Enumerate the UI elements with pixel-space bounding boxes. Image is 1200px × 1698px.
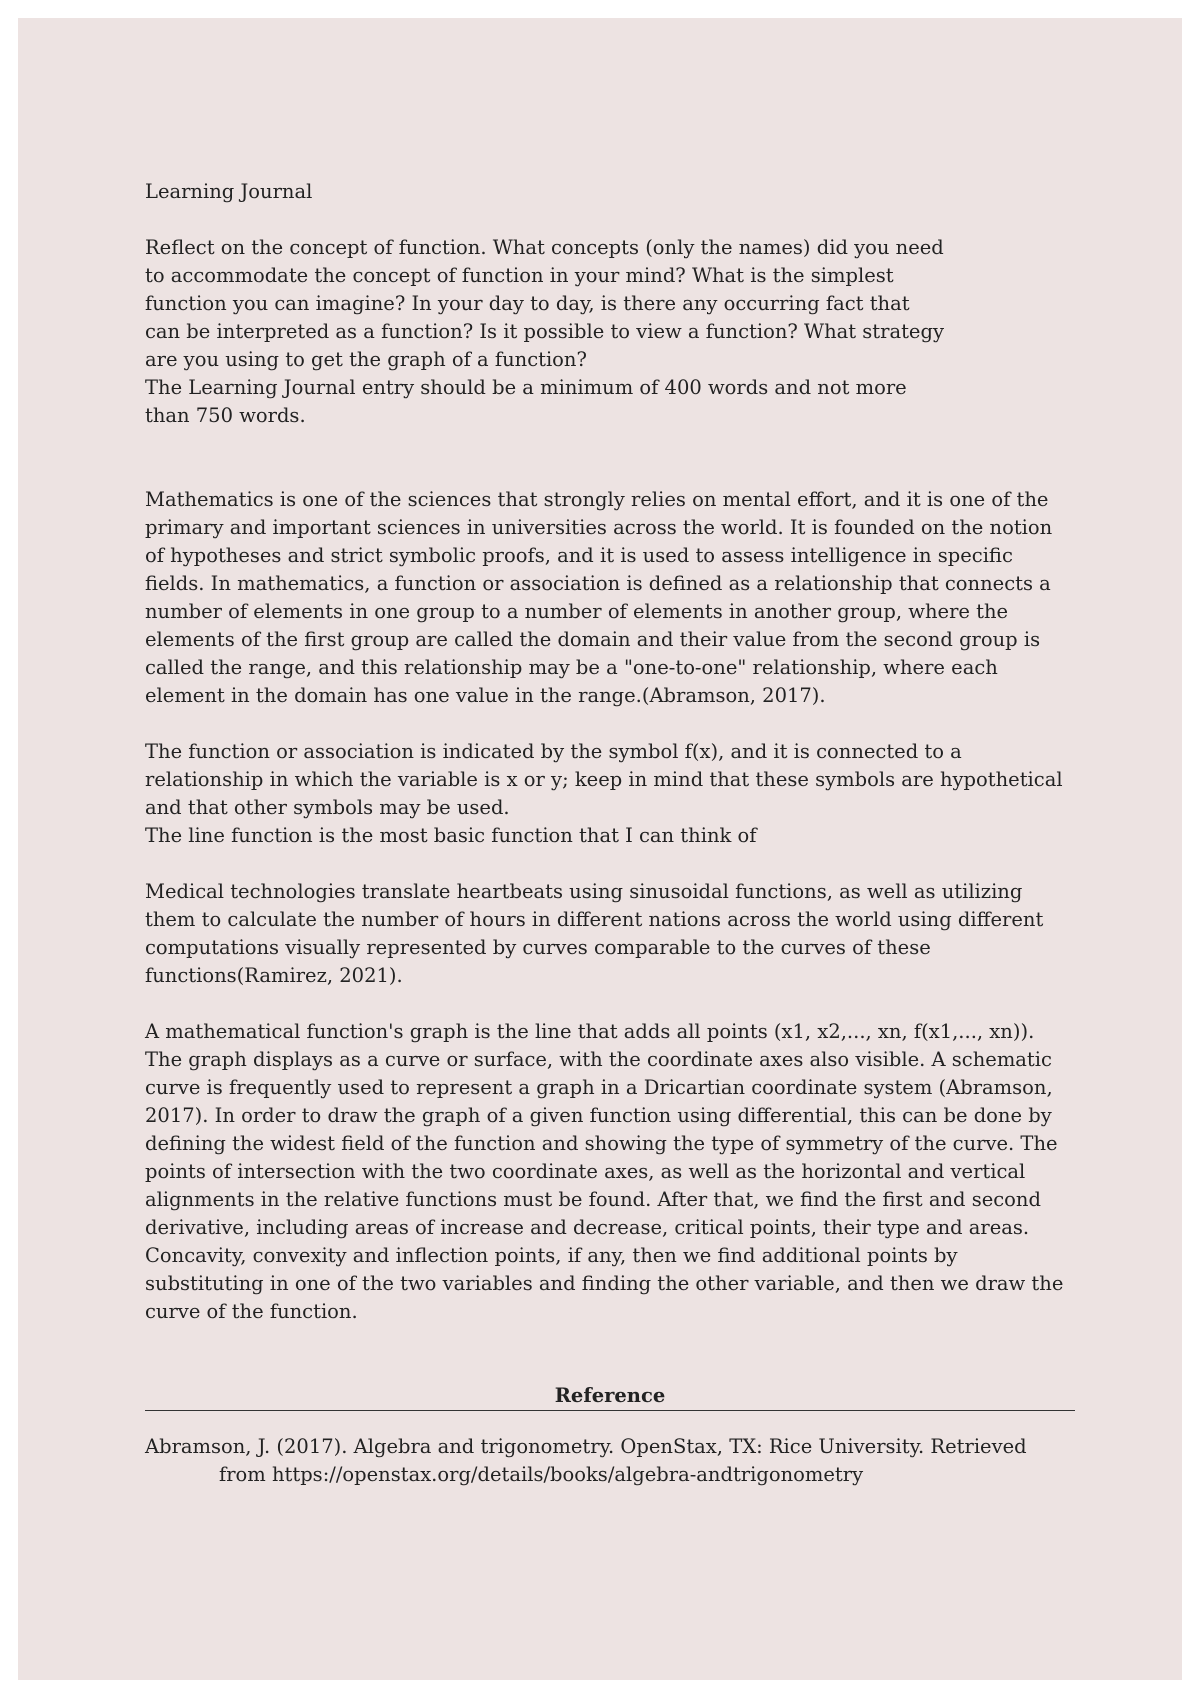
prompt-requirement: The Learning Journal entry should be a minimum of 400 words and not more than 750 words. — [145, 376, 907, 427]
journal-prompt — [145, 234, 1075, 430]
body-paragraph-1: Mathematics is one of the sciences that strongly relies on mental effort, and it is one of the primary and important sciences in universities across the world. It is founded on the notion of hypotheses and strict symbolic proofs, and it is used to assess intelligence in specific fields. In mathematics, a function or association is defined as a relationship that connects a number of elements in one group to a number of elements in another group, where the elements of the first group are called the domain and their value from the second group is called the range, and this relationship may be a "one-to-one" relationship, where each element in the domain has one value in the range.(Abramson, 2017). — [145, 488, 1053, 707]
reference-heading: Reference — [145, 1382, 1075, 1411]
document-title: Learning Journal — [145, 180, 313, 203]
document-content — [145, 178, 1075, 1489]
body-paragraph-2: The function or association is indicated by the symbol f(x), and it is connected to a relationship in which the variable is x or y; keep in mind that these symbols are hypothetical and that other symbols may be used. — [145, 740, 1063, 819]
document-page — [18, 18, 1182, 1680]
body-paragraph-5: A mathematical function's graph is the line that adds all points (x1, x2,..., xn, f(x1,..., xn)). The graph displays as a curve or surface, with the coordinate axes also visible. A schematic curve is frequently used to represent a graph in a Dricartian coordinate system (Abramson, 2017). In order to draw the graph of a given function using differential, this can be done by defining the widest field of the function and showing the type of symmetry of the curve. The points of intersection with the two coordinate axes, as well as the horizontal and vertical alignments in the relative functions must be found. After that, we find the first and second derivative, including areas of increase and decrease, critical points, their type and areas. Concavity, convexity and inflection points, if any, then we find additional points by substituting in one of the two variables and finding the other variable, and then we draw the curve of the function. — [145, 1020, 1064, 1323]
journal-body — [145, 486, 1075, 1326]
reference-entry: Abramson, J. (2017). Algebra and trigonometry. OpenStax, TX: Rice University. Retrieved from https://openstax.org/details/books/algebra-andtrigonometry — [145, 1435, 1027, 1486]
prompt-question: Reflect on the concept of function. What concepts (only the names) did you need to accommodate the concept of function in your mind? What is the simplest function you can imagine? In your day to day, is there any occurring fact that can be interpreted as a function? Is it possible to view a function? What strategy are you using to get the graph of a function? — [145, 236, 944, 371]
body-paragraph-3: The line function is the most basic function that I can think of — [145, 824, 757, 847]
body-paragraph-4: Medical technologies translate heartbeats using sinusoidal functions, as well as utilizing them to calculate the number of hours in different nations across the world using different computations visually represented by curves comparable to the curves of these functions(Ramirez, 2021). — [145, 880, 1044, 987]
